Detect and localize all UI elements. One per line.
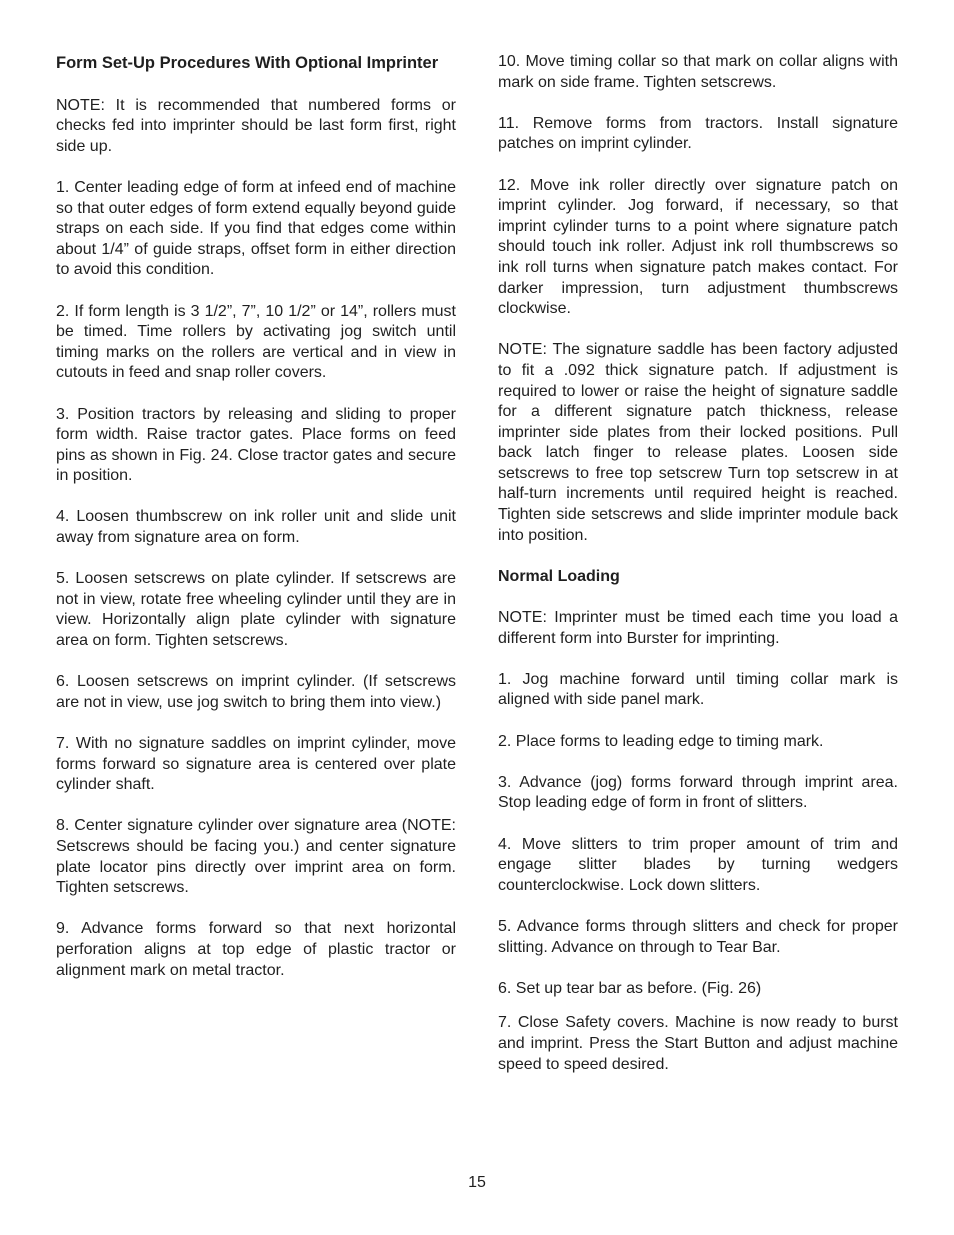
step-2: 2. If form length is 3 1/2”, 7”, 10 1/2” or 14”, rollers must be timed. Time rollers by activating jog switch until timing marks on the rollers are vertical and in view in cutouts in feed and snap roller covers. — [56, 302, 456, 382]
loading-step-7: 7. Close Safety covers. Machine is now ready to burst and imprint. Press the Start Button and adjust machine speed to speed desired. — [498, 1014, 898, 1073]
note-paragraph: NOTE: It is recommended that numbered forms or checks fed into imprinter should be last form first, right side up. — [56, 96, 456, 155]
step-6: 6. Loosen setscrews on imprint cylinder. (If setscrews are not in view, use jog switch to bring them into view.) — [56, 673, 456, 711]
section-heading: Form Set-Up Procedures With Optional Imprinter — [56, 54, 439, 72]
step-10: 10. Move timing collar so that mark on collar aligns with mark on side frame. Tighten setscrews. — [498, 53, 898, 91]
step-7: 7. With no signature saddles on imprint cylinder, move forms forward so signature area is centered over plate cylinder shaft. — [56, 735, 456, 794]
step-11: 11. Remove forms from tractors. Install signature patches on imprint cylinder. — [498, 114, 898, 153]
step-3: 3. Position tractors by releasing and sliding to proper form width. Raise tractor gates. Place forms on feed pins as shown in Fig. 24. Close tractor gates and secure in position. — [56, 405, 456, 485]
loading-step-3: 3. Advance (jog) forms forward through imprint area. Stop leading edge of form in front of slitters. — [498, 773, 898, 812]
loading-step-2: 2. Place forms to leading edge to timing mark. — [498, 732, 824, 750]
loading-step-1: 1. Jog machine forward until timing collar mark is aligned with side panel mark. — [498, 670, 898, 709]
loading-step-5: 5. Advance forms through slitters and check for proper slitting. Advance on through to Tear Bar. — [498, 917, 898, 956]
step-4: 4. Loosen thumbscrew on ink roller unit and slide unit away from signature area on form. — [56, 508, 456, 547]
page-number: 15 — [468, 1174, 486, 1191]
step-5: 5. Loosen setscrews on plate cylinder. If setscrews are not in view, rotate free wheeling cylinder until they are in view. Horizontally align plate cylinder with signature area on form. Tighten setscrews. — [56, 570, 456, 650]
loading-note: NOTE: Imprinter must be timed each time you load a different form into Burster for imprinting. — [498, 609, 898, 647]
step-1: 1. Center leading edge of form at infeed end of machine so that outer edges of form extend equally beyond guide straps on each side. If you find that edges come within about 1/4” of guide straps, offset form in either direction to avoid this condition. — [56, 178, 456, 279]
loading-step-6: 6. Set up tear bar as before. (Fig. 26) — [498, 979, 762, 997]
left-column — [56, 52, 456, 1002]
step-12: 12. Move ink roller directly over signature patch on imprint cylinder. Jog forward, if necessary, so that imprint cylinder turns to a point where signature patch should touch ink roller. Adjust ink roll thumbscrews so ink roll turns when signature patch makes contact. For darker impression, turn adjustment thumbscrews clockwise. — [498, 176, 898, 318]
right-column — [498, 52, 898, 1096]
loading-step-4: 4. Move slitters to trim proper amount of trim and engage slitter blades by turning wedgers counterclockwise. Lock down slitters. — [498, 835, 898, 894]
step-8: 8. Center signature cylinder over signature area (NOTE: Setscrews should be facing you.) and center signature plate locator pins directly over imprint area on form. Tighten setscrews. — [56, 817, 456, 897]
step-9: 9. Advance forms forward so that next horizontal perforation aligns at top edge of plastic tractor or alignment mark on metal tractor. — [56, 920, 456, 979]
saddle-note: NOTE: The signature saddle has been factory adjusted to fit a .092 thick signature patch. If adjustment is required to lower or raise the height of signature saddle for a different signature patch thickness, release imprinter side plates from their locked positions. Pull back latch finger to release plates. Loosen side setscrews to free top setscrew Turn top setscrew in at half-turn increments until required height is reached. Tighten side setscrews and slide imprinter module back into position. — [498, 341, 898, 544]
normal-loading-heading: Normal Loading — [498, 567, 620, 585]
